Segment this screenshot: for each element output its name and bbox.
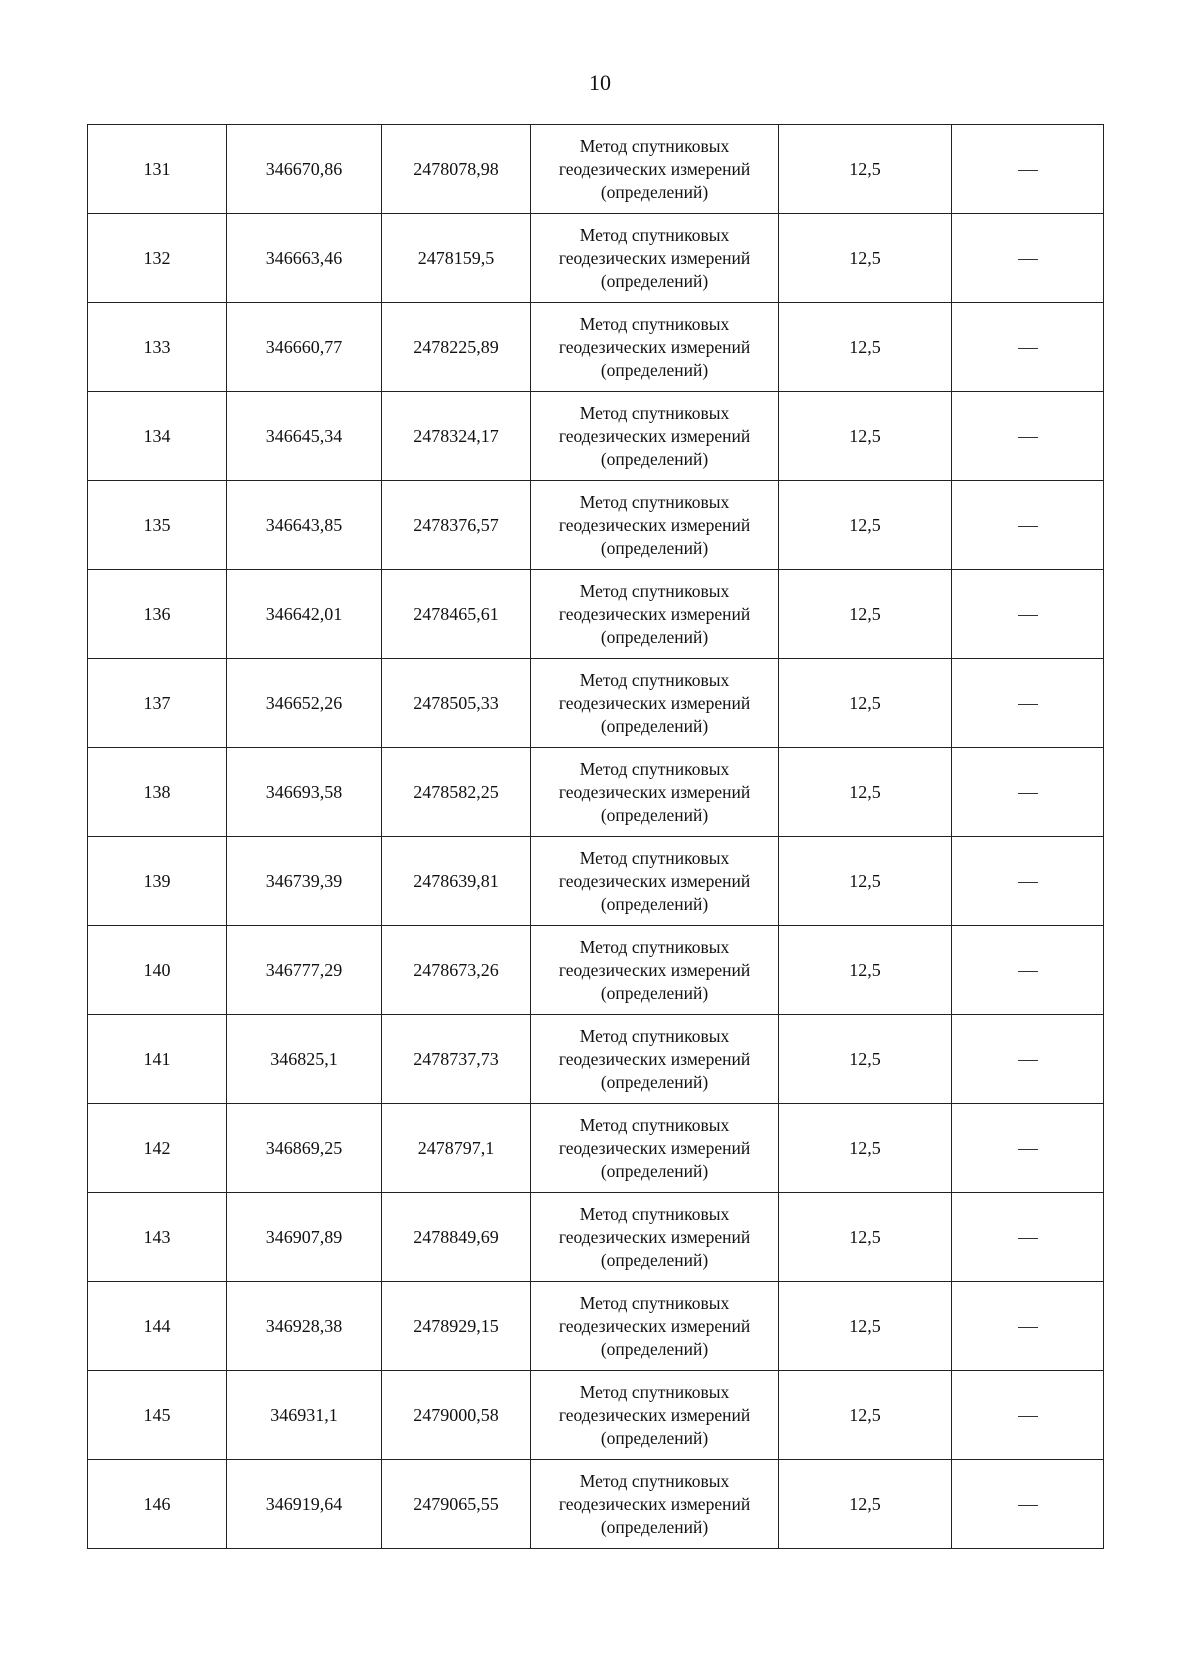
accuracy-cell [779, 659, 952, 748]
method-text: Метод спутниковых геодезических измерений (определений) [558, 135, 751, 202]
y-coordinate-cell [382, 837, 531, 926]
dash-mark [1018, 971, 1038, 972]
page-number: 10 [589, 70, 611, 95]
y-coordinate: 2478797,1 [417, 1137, 495, 1158]
point-number-cell [88, 748, 227, 837]
dash-mark [1018, 704, 1038, 705]
x-coordinate-cell [227, 392, 382, 481]
dash-mark [1018, 1060, 1038, 1061]
point-number: 138 [143, 781, 171, 802]
x-coordinate-cell [227, 659, 382, 748]
accuracy-cell [779, 1371, 952, 1460]
note-cell [952, 1282, 1104, 1371]
dash-mark [1018, 793, 1038, 794]
x-coordinate: 346928,38 [265, 1315, 343, 1336]
method-cell [531, 303, 779, 392]
accuracy-value: 12,5 [849, 336, 881, 357]
accuracy-value: 12,5 [849, 1226, 881, 1247]
y-coordinate-cell [382, 481, 531, 570]
x-coordinate: 346670,86 [265, 158, 343, 179]
point-number: 146 [143, 1493, 171, 1514]
method-text: Метод спутниковых геодезических измерений (определений) [558, 1292, 751, 1359]
method-text: Метод спутниковых геодезических измерений (определений) [558, 936, 751, 1003]
y-coordinate: 2478465,61 [413, 603, 499, 624]
x-coordinate-cell [227, 1460, 382, 1549]
method-cell [531, 659, 779, 748]
point-number: 140 [143, 959, 171, 980]
table-row [88, 570, 1104, 659]
x-coordinate: 346931,1 [270, 1404, 338, 1425]
accuracy-cell [779, 392, 952, 481]
note-cell [952, 125, 1104, 214]
note-cell [952, 570, 1104, 659]
table-row [88, 1104, 1104, 1193]
note-cell [952, 748, 1104, 837]
x-coordinate-cell [227, 837, 382, 926]
table-row [88, 837, 1104, 926]
y-coordinate-cell [382, 214, 531, 303]
accuracy-cell [779, 1460, 952, 1549]
x-coordinate-cell [227, 1193, 382, 1282]
dash-mark [1018, 526, 1038, 527]
note-cell [952, 1371, 1104, 1460]
x-coordinate: 346869,25 [265, 1137, 343, 1158]
method-text: Метод спутниковых геодезических измерений (определений) [558, 847, 751, 914]
point-number: 131 [143, 158, 171, 179]
dash-mark [1018, 348, 1038, 349]
point-number-cell [88, 303, 227, 392]
point-number: 142 [143, 1137, 171, 1158]
dash-mark [1018, 437, 1038, 438]
table-row [88, 214, 1104, 303]
note-cell [952, 303, 1104, 392]
x-coordinate: 346645,34 [265, 425, 343, 446]
method-cell [531, 1460, 779, 1549]
table-row [88, 748, 1104, 837]
x-coordinate: 346825,1 [270, 1048, 338, 1069]
point-number-cell [88, 926, 227, 1015]
x-coordinate: 346693,58 [265, 781, 343, 802]
method-cell [531, 392, 779, 481]
y-coordinate-cell [382, 1282, 531, 1371]
method-cell [531, 1282, 779, 1371]
accuracy-cell [779, 1104, 952, 1193]
y-coordinate-cell [382, 1460, 531, 1549]
point-number: 137 [143, 692, 171, 713]
method-cell [531, 125, 779, 214]
x-coordinate-cell [227, 1015, 382, 1104]
y-coordinate: 2478078,98 [413, 158, 499, 179]
dash-mark [1018, 1149, 1038, 1150]
point-number-cell [88, 570, 227, 659]
dash-mark [1018, 170, 1038, 171]
point-number: 136 [143, 603, 171, 624]
y-coordinate: 2479000,58 [413, 1404, 499, 1425]
point-number: 144 [143, 1315, 171, 1336]
table-row [88, 926, 1104, 1015]
note-cell [952, 659, 1104, 748]
dash-mark [1018, 259, 1038, 260]
table-row [88, 1282, 1104, 1371]
x-coordinate-cell [227, 570, 382, 659]
point-number-cell [88, 659, 227, 748]
x-coordinate-cell [227, 1104, 382, 1193]
point-number: 132 [143, 247, 171, 268]
y-coordinate: 2478639,81 [413, 870, 499, 891]
y-coordinate: 2478159,5 [417, 247, 495, 268]
dash-mark [1018, 1505, 1038, 1506]
method-text: Метод спутниковых геодезических измерений (определений) [558, 1381, 751, 1448]
method-cell [531, 837, 779, 926]
accuracy-cell [779, 125, 952, 214]
point-number-cell [88, 125, 227, 214]
y-coordinate-cell [382, 926, 531, 1015]
y-coordinate: 2478376,57 [413, 514, 499, 535]
x-coordinate-cell [227, 1282, 382, 1371]
point-number: 139 [143, 870, 171, 891]
method-text: Метод спутниковых геодезических измерений (определений) [558, 669, 751, 736]
accuracy-cell [779, 1193, 952, 1282]
accuracy-cell [779, 303, 952, 392]
y-coordinate: 2478225,89 [413, 336, 499, 357]
y-coordinate: 2478324,17 [413, 425, 499, 446]
point-number-cell [88, 1104, 227, 1193]
point-number-cell [88, 392, 227, 481]
x-coordinate-cell [227, 748, 382, 837]
point-number-cell [88, 1193, 227, 1282]
method-text: Метод спутниковых геодезических измерений (определений) [558, 1025, 751, 1092]
y-coordinate-cell [382, 1371, 531, 1460]
method-cell [531, 481, 779, 570]
point-number: 135 [143, 514, 171, 535]
accuracy-value: 12,5 [849, 959, 881, 980]
accuracy-cell [779, 837, 952, 926]
y-coordinate-cell [382, 1104, 531, 1193]
x-coordinate-cell [227, 926, 382, 1015]
method-text: Метод спутниковых геодезических измерений (определений) [558, 1470, 751, 1537]
point-number-cell [88, 1371, 227, 1460]
accuracy-cell [779, 481, 952, 570]
y-coordinate: 2478737,73 [413, 1048, 499, 1069]
method-cell [531, 748, 779, 837]
x-coordinate: 346660,77 [265, 336, 343, 357]
table-row [88, 392, 1104, 481]
x-coordinate-cell [227, 481, 382, 570]
y-coordinate: 2478505,33 [413, 692, 499, 713]
note-cell [952, 392, 1104, 481]
accuracy-cell [779, 1282, 952, 1371]
accuracy-value: 12,5 [849, 1493, 881, 1514]
point-number: 143 [143, 1226, 171, 1247]
dash-mark [1018, 1416, 1038, 1417]
accuracy-value: 12,5 [849, 781, 881, 802]
y-coordinate: 2478582,25 [413, 781, 499, 802]
note-cell [952, 1193, 1104, 1282]
method-cell [531, 214, 779, 303]
accuracy-value: 12,5 [849, 1137, 881, 1158]
x-coordinate-cell [227, 303, 382, 392]
method-cell [531, 1104, 779, 1193]
method-text: Метод спутниковых геодезических измерений (определений) [558, 1203, 751, 1270]
y-coordinate: 2478849,69 [413, 1226, 499, 1247]
accuracy-value: 12,5 [849, 692, 881, 713]
accuracy-value: 12,5 [849, 870, 881, 891]
x-coordinate-cell [227, 1371, 382, 1460]
method-cell [531, 570, 779, 659]
method-text: Метод спутниковых геодезических измерений (определений) [558, 580, 751, 647]
table-row [88, 1371, 1104, 1460]
point-number-cell [88, 1282, 227, 1371]
x-coordinate: 346663,46 [265, 247, 343, 268]
x-coordinate: 346907,89 [265, 1226, 343, 1247]
y-coordinate-cell [382, 748, 531, 837]
y-coordinate-cell [382, 125, 531, 214]
table-row [88, 481, 1104, 570]
accuracy-value: 12,5 [849, 158, 881, 179]
table-row [88, 125, 1104, 214]
dash-mark [1018, 1327, 1038, 1328]
point-number: 134 [143, 425, 171, 446]
accuracy-value: 12,5 [849, 1048, 881, 1069]
accuracy-cell [779, 748, 952, 837]
y-coordinate: 2478929,15 [413, 1315, 499, 1336]
accuracy-cell [779, 926, 952, 1015]
x-coordinate-cell [227, 214, 382, 303]
x-coordinate: 346643,85 [265, 514, 343, 535]
point-number-cell [88, 1015, 227, 1104]
y-coordinate-cell [382, 1015, 531, 1104]
table-row [88, 659, 1104, 748]
point-number-cell [88, 837, 227, 926]
y-coordinate-cell [382, 303, 531, 392]
point-number-cell [88, 1460, 227, 1549]
point-number-cell [88, 481, 227, 570]
method-text: Метод спутниковых геодезических измерений (определений) [558, 758, 751, 825]
method-cell [531, 1015, 779, 1104]
accuracy-value: 12,5 [849, 1404, 881, 1425]
table-row [88, 1460, 1104, 1549]
accuracy-value: 12,5 [849, 603, 881, 624]
y-coordinate-cell [382, 392, 531, 481]
table-row [88, 1015, 1104, 1104]
coordinates-table [87, 124, 1104, 1549]
method-text: Метод спутниковых геодезических измерений (определений) [558, 224, 751, 291]
x-coordinate: 346919,64 [265, 1493, 343, 1514]
method-cell [531, 1371, 779, 1460]
x-coordinate: 346777,29 [265, 959, 343, 980]
accuracy-cell [779, 570, 952, 659]
table-row [88, 303, 1104, 392]
method-text: Метод спутниковых геодезических измерений (определений) [558, 313, 751, 380]
dash-mark [1018, 615, 1038, 616]
note-cell [952, 837, 1104, 926]
y-coordinate-cell [382, 570, 531, 659]
note-cell [952, 926, 1104, 1015]
y-coordinate-cell [382, 1193, 531, 1282]
accuracy-cell [779, 1015, 952, 1104]
method-cell [531, 926, 779, 1015]
method-text: Метод спутниковых геодезических измерений (определений) [558, 1114, 751, 1181]
note-cell [952, 1104, 1104, 1193]
x-coordinate-cell [227, 125, 382, 214]
accuracy-value: 12,5 [849, 425, 881, 446]
note-cell [952, 1460, 1104, 1549]
point-number: 141 [143, 1048, 171, 1069]
table-row [88, 1193, 1104, 1282]
y-coordinate: 2479065,55 [413, 1493, 499, 1514]
y-coordinate: 2478673,26 [413, 959, 499, 980]
x-coordinate: 346652,26 [265, 692, 343, 713]
table-body [88, 125, 1104, 1549]
dash-mark [1018, 1238, 1038, 1239]
accuracy-cell [779, 214, 952, 303]
point-number: 133 [143, 336, 171, 357]
x-coordinate: 346642,01 [265, 603, 343, 624]
accuracy-value: 12,5 [849, 247, 881, 268]
note-cell [952, 481, 1104, 570]
point-number: 145 [143, 1404, 171, 1425]
accuracy-value: 12,5 [849, 1315, 881, 1336]
method-cell [531, 1193, 779, 1282]
note-cell [952, 1015, 1104, 1104]
point-number-cell [88, 214, 227, 303]
method-text: Метод спутниковых геодезических измерений (определений) [558, 402, 751, 469]
dash-mark [1018, 882, 1038, 883]
note-cell [952, 214, 1104, 303]
x-coordinate: 346739,39 [265, 870, 343, 891]
method-text: Метод спутниковых геодезических измерений (определений) [558, 491, 751, 558]
y-coordinate-cell [382, 659, 531, 748]
accuracy-value: 12,5 [849, 514, 881, 535]
